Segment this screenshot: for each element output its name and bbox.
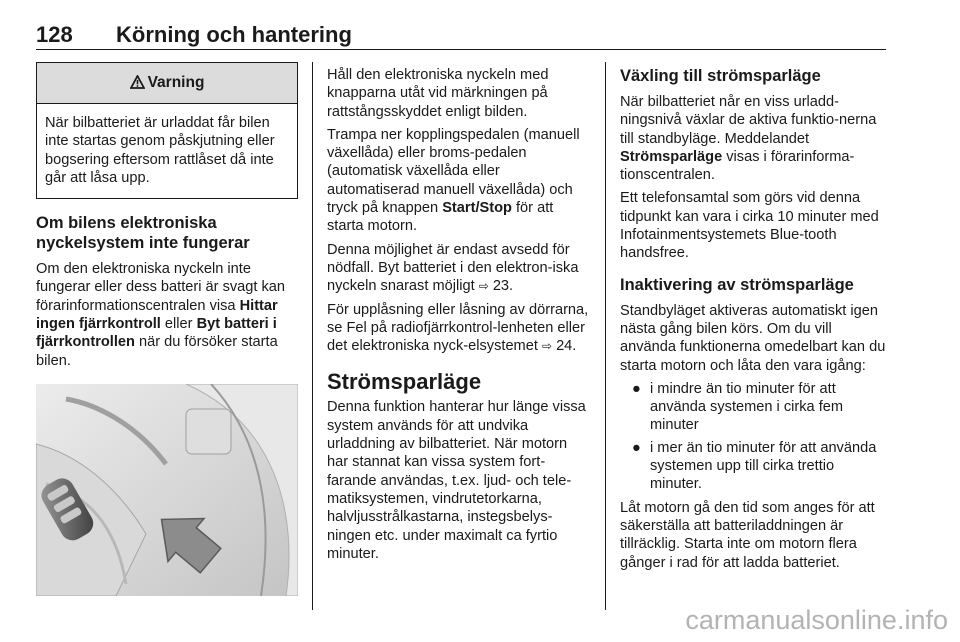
warning-triangle-icon [130, 65, 145, 105]
bullet-icon: ● [632, 439, 641, 456]
warning-title: Varning [147, 74, 205, 91]
message-power-save: Strömsparläge [620, 148, 723, 165]
header-rule [36, 49, 886, 50]
warning-text: När bilbatteriet är urladdat får bilen inte startas genom påskjutning eller bogsering eftersom rattlåset då inte går att låsa upp. [45, 115, 275, 186]
chapter-title: Körning och hantering [116, 22, 352, 47]
paragraph-phone-call: Ett telefonsamtal som görs vid denna tidpunkt kan vara i cirka 10 minuter med Infotainmentsystemets Blue-tooth handsfree. [620, 190, 879, 262]
start-stop-label: Start/Stop [442, 200, 512, 217]
list-item: ● i mer än tio minuter för att använda systemen upp till cirka trettio minuter. [632, 439, 877, 493]
message-replace-battery: Byt batteri i fjärrkontrollen [36, 316, 277, 351]
warning-box [36, 62, 298, 199]
heading-key-system-failure: Om bilens elektroniska nyckelsystem inte fungerar [36, 214, 250, 253]
paragraph-emergency: Denna möjlighet är endast avsedd för nödfall. Byt batteriet i den elektron-iska nyckeln snarast möjligt ⇨ 23. [327, 241, 579, 295]
paragraph-standby: Standbyläget aktiveras automatiskt igen nästa gång bilen körs. Om du vill använda funktionerna omedelbart kan du starta motorn och låta den vara igång: [620, 302, 886, 374]
paragraph-start-engine: Trampa ner kopplingspedalen (manuell växellåda) eller broms-pedalen (automatisk växellåda eller automatiserad manuell växellåda) och tryck på knappen Start/Stop för att starta motorn. [327, 126, 580, 235]
arrow-right-icon: ⇨ [478, 279, 489, 294]
page-number: 128 [36, 22, 73, 47]
section-title-power-save: Strömsparläge [327, 369, 482, 395]
bullet-list [620, 380, 888, 494]
paragraph-hold-key: Håll den elektroniska nyckeln med knapparna utåt vid märkningen på rattstångsskyddet enligt bilden. [327, 67, 549, 120]
paragraph-unlock: För upplåsning eller låsning av dörrarna, se Fel på radiofjärrkontrol-lenheten eller det elektroniska nyck-elsystemet ⇨ 24. [327, 301, 589, 355]
paragraph-run-engine: Låt motorn gå den tid som anges för att säkerställa att batteriladdningen är tillräcklig. Starta inte om motorn flera gånger i rad för att ladda batteriet. [620, 499, 875, 571]
page-ref-23: 23. [492, 278, 514, 295]
paragraph-power-save: Denna funktion hanterar hur länge vissa system används för att undvika urladdning av bilbatteriet. När motorn har stannat kan vissa system fort-farande användas, t.ex. ljud- och tele-matiksystemen, vindrutetorkarna, halvljusstrålkastarna, instegsbelys-ningen etc. under maximalt ca fyrtio minuter. [327, 399, 586, 562]
paragraph-switch: När bilbatteriet når en viss urladd-ningsnivå växlar de aktiva funktio-nerna till standbyläge. Meddelandet Strömsparläge visas i förarinforma-tionscentralen. [620, 94, 877, 184]
page-header [36, 22, 886, 50]
list-item: ● i mindre än tio minuter för att använda systemen i cirka fem minuter [632, 380, 844, 434]
heading-deactivate-power-save: Inaktivering av strömsparläge [620, 275, 854, 294]
bullet-icon: ● [632, 380, 641, 397]
message-no-remote: Hittar ingen fjärrkontroll [36, 297, 278, 333]
arrow-right-icon: ⇨ [541, 339, 552, 354]
column-2 [327, 66, 591, 568]
column-divider-2 [605, 62, 606, 610]
column-3 [620, 66, 888, 577]
column-divider-1 [312, 62, 313, 610]
watermark: carmanualsonline.info [685, 605, 948, 635]
page-ref-24: 24. [556, 338, 577, 355]
steering-column-illustration [36, 384, 298, 596]
column-1 [36, 62, 298, 596]
paragraph-key-failure: Om den elektroniska nyckeln inte fungerar eller dess batteri är svagt kan förarinformationscentralen visa Hittar ingen fjärrkontroll eller Byt batteri i fjärrkontrollen när du försöker starta bilen. [36, 261, 286, 369]
heading-switch-power-save: Växling till strömsparläge [620, 67, 821, 85]
warning-header [37, 63, 297, 104]
